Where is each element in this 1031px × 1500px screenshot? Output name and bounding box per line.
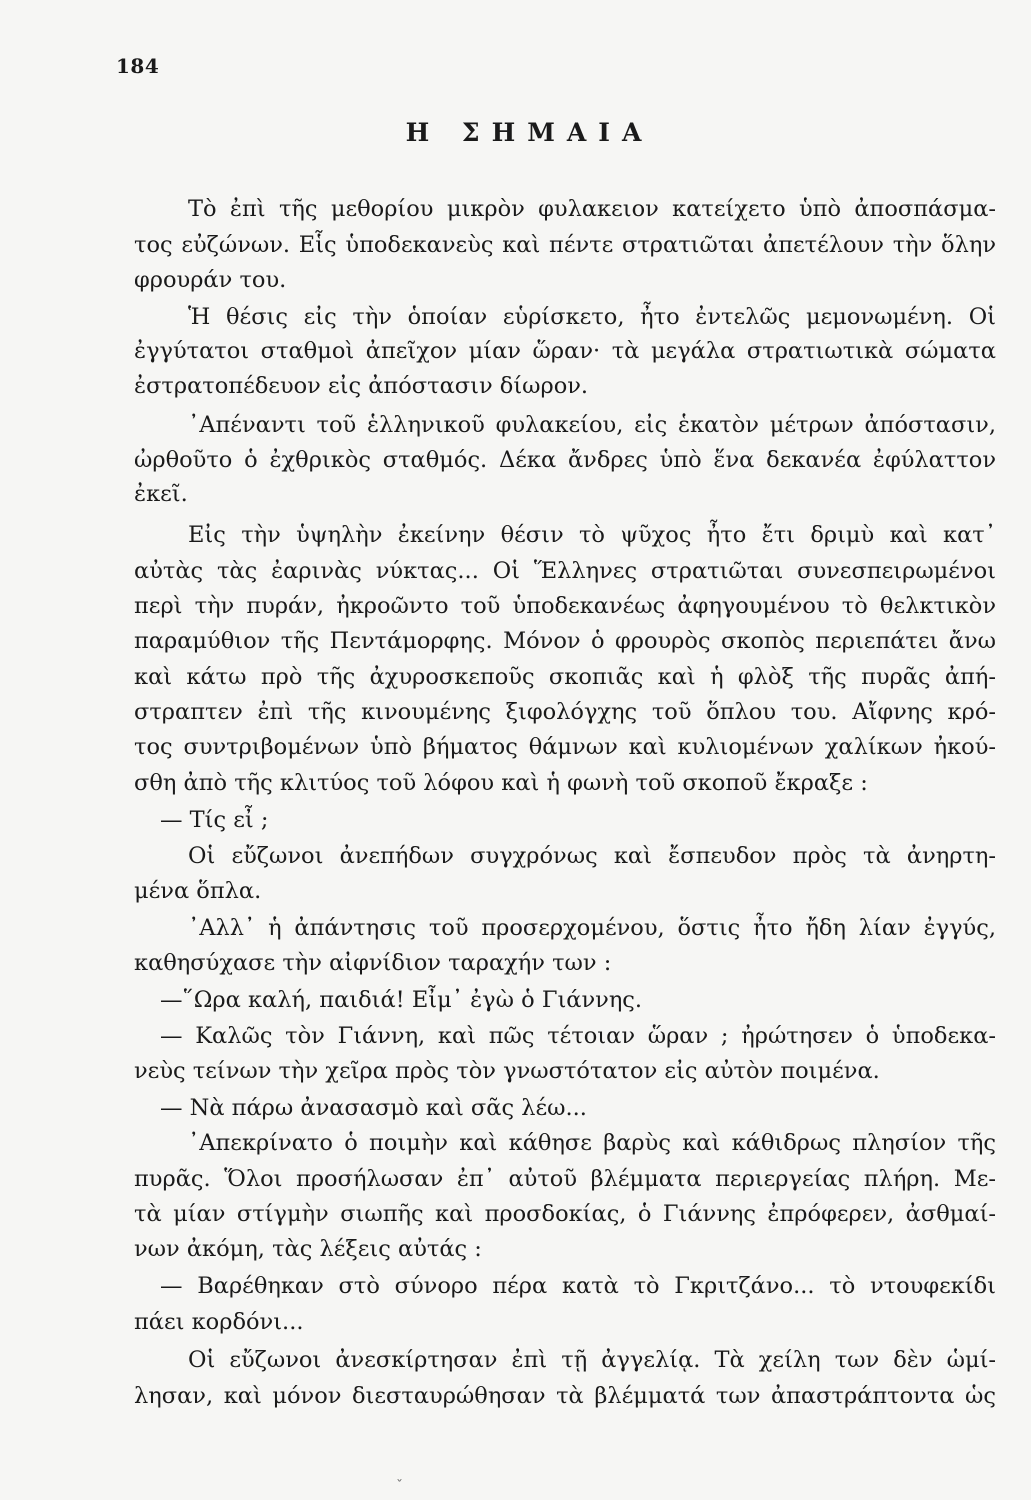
text-line: ἐστρατοπέδευον εἰς ἀπόστασιν δίωρον. (134, 373, 589, 399)
text-line: πυρᾶς. Ὅλοι προσήλωσαν ἐπ᾿ αὐτοῦ βλέμματα περιεργείας πλήρη. Με- (134, 1166, 996, 1192)
dialog-line: — Τίς εἶ ; (160, 807, 269, 833)
text-line: Εἰς τὴν ὑψηλὴν ἐκείνην θέσιν τὸ ψῦχος ἦτο ἔτι δριμὺ καὶ κατ᾿ (188, 522, 996, 548)
text-line: ᾿Αλλ᾿ ἡ ἀπάντησις τοῦ προσερχομένου, ὅστις ἦτο ἤδη λίαν ἐγγύς, (188, 915, 996, 941)
text-line: σθη ἀπὸ τῆς κλιτύος τοῦ λόφου καὶ ἡ φωνὴ τοῦ σκοποῦ ἔκραξε : (134, 770, 868, 796)
text-line: Ἡ θέσις εἰς τὴν ὁποίαν εὑρίσκετο, ἦτο ἐντελῶς μεμονωμένη. Οἱ (188, 304, 996, 330)
text-line: περὶ τὴν πυράν, ἠκροῶντο τοῦ ὑποδεκανέως ἀφηγουμένου τὸ θελκτικὸν (134, 593, 996, 619)
text-line: τὰ μίαν στίγμὴν σιωπῆς καὶ προσδοκίας, ὁ Γιάννης ἐπρόφερεν, ἀσθμαί- (134, 1201, 996, 1227)
text-line: ᾿Απέναντι τοῦ ἑλληνικοῦ φυλακείου, εἰς ἑκατὸν μέτρων ἀπόστασιν, (188, 412, 996, 438)
text-line: νεὺς τείνων τὴν χεῖρα πρὸς τὸν γνωστότατον εἰς αὐτὸν ποιμένα. (134, 1058, 880, 1084)
text-line: καθησύχασε τὴν αἰφνίδιον ταραχήν των : (134, 950, 612, 976)
print-smudge-mark: ˇ (396, 1478, 403, 1494)
text-line: λησαν, καὶ μόνον διεσταυρώθησαν τὰ βλέμματά των ἀπαστράπτοντα ὡς (134, 1383, 996, 1409)
dialog-line: —῞Ωρα καλή, παιδιά! Εἶμ᾿ ἐγὼ ὁ Γιάννης. (160, 987, 643, 1013)
dialog-line: — Βαρέθηκαν στὸ σύνορο πέρα κατὰ τὸ Γκριτζάνο... τὸ ντουφεκίδι (160, 1273, 996, 1299)
text-line: ἐγγύτατοι σταθμοὶ ἀπεῖχον μίαν ὥραν· τὰ μεγάλα στρατιωτικὰ σώματα (134, 338, 996, 364)
text-line: τος συντριβομένων ὑπὸ βήματος θάμνων καὶ κυλιομένων χαλίκων ἠκού- (134, 734, 996, 760)
text-line: μένα ὅπλα. (134, 878, 262, 904)
text-line: καὶ κάτω πρὸ τῆς ἀχυροσκεποῦς σκοπιᾶς καὶ ἡ φλὸξ τῆς πυρᾶς ἀπή- (134, 664, 996, 690)
text-line: νων ἀκόμη, τὰς λέξεις αὐτάς : (134, 1236, 482, 1262)
page-number: 184 (116, 54, 160, 78)
text-line: τος εὐζώνων. Εἷς ὑποδεκανεὺς καὶ πέντε στρατιῶται ἀπετέλουν τὴν ὅλην (134, 232, 996, 258)
chapter-title: Η ΣΗΜΑΙΑ (405, 118, 654, 147)
text-line: Οἱ εὔζωνοι ἀνεσκίρτησαν ἐπὶ τῇ ἀγγελίᾳ. Τὰ χείλη των δὲν ὡμί- (188, 1347, 996, 1373)
text-line: αὐτὰς τὰς ἐαρινὰς νύκτας... Οἱ Ἕλληνες στρατιῶται συνεσπειρωμένοι (134, 558, 996, 584)
dialog-line: — Καλῶς τὸν Γιάννη, καὶ πῶς τέτοιαν ὥραν ; ἠρώτησεν ὁ ὑποδεκα- (160, 1023, 996, 1049)
dialog-line: — Νὰ πάρω ἀνασασμὸ καὶ σᾶς λέω... (160, 1095, 587, 1121)
text-line: στραπτεν ἐπὶ τῆς κινουμένης ξιφολόγχης τοῦ ὅπλου του. Αἴφνης κρό- (134, 699, 996, 725)
text-line: Οἱ εὔζωνοι ἀνεπήδων συγχρόνως καὶ ἔσπευδον πρὸς τὰ ἀνηρτη- (188, 843, 996, 869)
text-line: Τὸ ἐπὶ τῆς μεθορίου μικρὸν φυλακειον κατείχετο ὑπὸ ἀποσπάσμα- (188, 196, 996, 222)
text-line: παραμύθιον τῆς Πεντάμορφης. Μόνον ὁ φρουρὸς σκοπὸς περιεπάτει ἄνω (134, 628, 996, 654)
text-line: ᾿Απεκρίνατο ὁ ποιμὴν καὶ κάθησε βαρὺς καὶ κάθιδρως πλησίον τῆς (188, 1130, 996, 1156)
text-line: ἐκεῖ. (134, 481, 188, 507)
text-line: πάει κορδόνι... (134, 1309, 304, 1335)
text-line: ὠρθοῦτο ὁ ἐχθρικὸς σταθμός. Δέκα ἄνδρες ὑπὸ ἕνα δεκανέα ἐφύλαττον (134, 447, 996, 473)
text-line: φρουράν του. (134, 267, 287, 293)
